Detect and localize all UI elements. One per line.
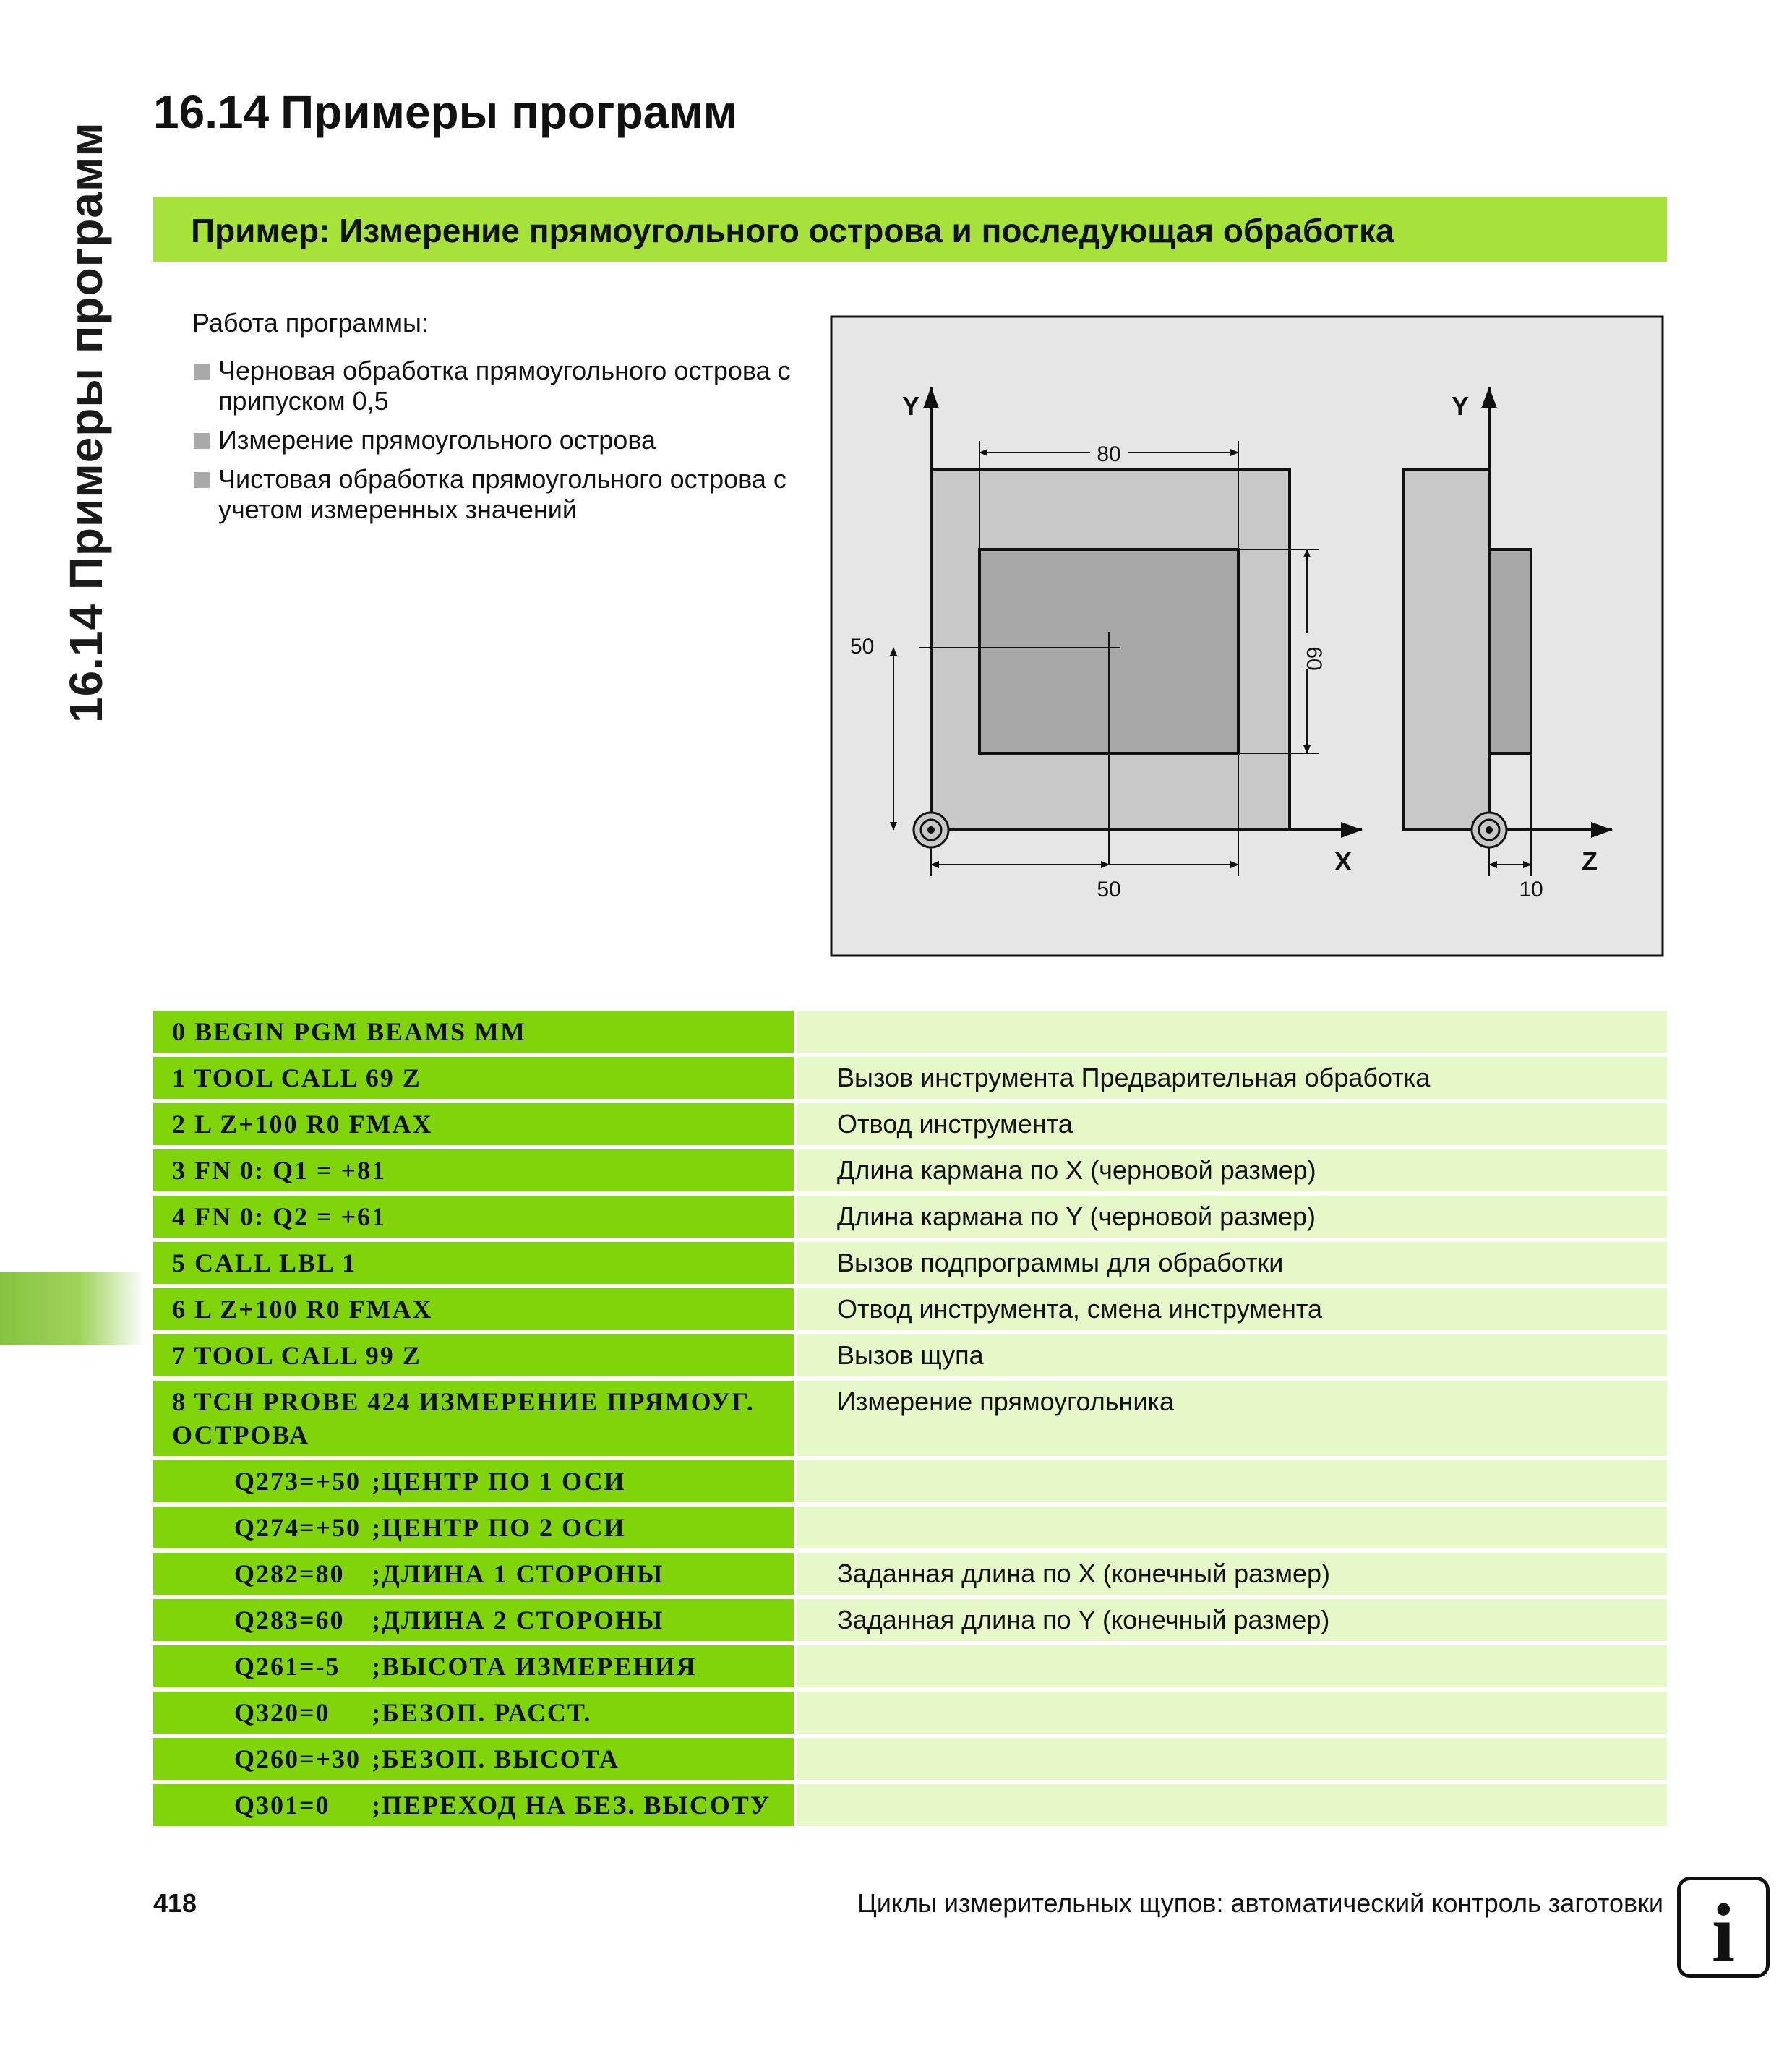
program-row bbox=[153, 1057, 1667, 1099]
param-row bbox=[153, 1645, 1667, 1687]
program-row bbox=[153, 1196, 1667, 1238]
origin-dot-front bbox=[927, 826, 935, 834]
param-code-cell bbox=[153, 1599, 794, 1641]
comment-cell bbox=[797, 1692, 1667, 1734]
example-banner bbox=[153, 197, 1667, 262]
param-value: Q283=60 bbox=[234, 1606, 345, 1634]
param-description: ;БЕЗОП. РАСCТ. bbox=[372, 1698, 592, 1727]
section-title: Примеры программ bbox=[280, 86, 737, 138]
comment-cell: Заданная длина по Y (конечный размер) bbox=[797, 1599, 1667, 1641]
workpiece-drawing bbox=[830, 315, 1664, 957]
bullet-text: Черновая обработка прямоугольного острова с припуском 0,5 bbox=[218, 356, 791, 416]
param-description: ;ДЛИНА 1 СТОРОНЫ bbox=[372, 1559, 664, 1588]
comment-cell bbox=[797, 1645, 1667, 1687]
param-code-cell bbox=[153, 1784, 794, 1826]
comment-cell bbox=[797, 1784, 1667, 1826]
param-row bbox=[153, 1507, 1667, 1548]
code-cell: 0 BEGIN PGM BEAMS MM bbox=[153, 1011, 794, 1053]
param-description: ;ЦЕНТР ПО 2 ОСИ bbox=[372, 1513, 626, 1542]
origin-dot-side bbox=[1486, 826, 1493, 834]
program-row bbox=[153, 1242, 1667, 1284]
comment-cell: Длина кармана по Y (черновой размер) bbox=[797, 1196, 1667, 1238]
bullet-square-icon bbox=[194, 472, 210, 488]
comment-cell bbox=[797, 1011, 1667, 1053]
program-row bbox=[153, 1103, 1667, 1145]
bullet-square-icon bbox=[194, 364, 210, 380]
code-cell: 2 L Z+100 R0 FMAX bbox=[153, 1103, 794, 1145]
page-title bbox=[153, 85, 737, 139]
param-value: Q260=+30 bbox=[234, 1744, 361, 1773]
island-side bbox=[1489, 549, 1531, 753]
param-code-cell bbox=[153, 1553, 794, 1595]
param-value: Q320=0 bbox=[234, 1698, 330, 1727]
param-row bbox=[153, 1460, 1667, 1502]
comment-cell bbox=[797, 1460, 1667, 1502]
bullet-item bbox=[192, 425, 807, 455]
program-row bbox=[153, 1334, 1667, 1376]
comment-cell: Отвод инструмента, смена инструмента bbox=[797, 1288, 1667, 1330]
param-row bbox=[153, 1738, 1667, 1780]
section-number: 16.14 bbox=[153, 86, 270, 138]
code-cell: 6 L Z+100 R0 FMAX bbox=[153, 1288, 794, 1330]
code-cell: 5 CALL LBL 1 bbox=[153, 1242, 794, 1284]
param-code-cell bbox=[153, 1645, 794, 1687]
param-row bbox=[153, 1599, 1667, 1641]
x-axis-label-front: X bbox=[1334, 847, 1352, 876]
intro-label: Работа программы: bbox=[192, 308, 429, 338]
comment-cell: Измерение прямоугольника bbox=[797, 1381, 1667, 1456]
param-description: ;ДЛИНА 2 СТОРОНЫ bbox=[372, 1606, 664, 1634]
code-cell: 4 FN 0: Q2 = +61 bbox=[153, 1196, 794, 1238]
param-row bbox=[153, 1692, 1667, 1734]
program-listing bbox=[153, 1011, 1667, 1830]
param-row bbox=[153, 1784, 1667, 1826]
param-value: Q301=0 bbox=[234, 1791, 330, 1820]
page-number: 418 bbox=[153, 1888, 197, 1918]
bullet-square-icon bbox=[194, 433, 210, 449]
comment-cell: Отвод инструмента bbox=[797, 1103, 1667, 1145]
param-description: ;ЦЕНТР ПО 1 ОСИ bbox=[372, 1467, 626, 1496]
program-row bbox=[153, 1288, 1667, 1330]
example-title: Пример: Измерение прямоугольного острова и последующая обработка bbox=[191, 212, 1394, 249]
chapter-tab-marker bbox=[0, 1272, 145, 1345]
program-row bbox=[153, 1149, 1667, 1191]
param-value: Q282=80 bbox=[234, 1559, 345, 1588]
param-code-cell bbox=[153, 1738, 794, 1780]
param-code-cell bbox=[153, 1460, 794, 1502]
comment-cell: Вызов подпрограммы для обработки bbox=[797, 1242, 1667, 1284]
workpiece-side bbox=[1404, 470, 1489, 830]
intro-bullet-list bbox=[192, 356, 807, 534]
comment-cell: Вызов инструмента Предварительная обработка bbox=[797, 1057, 1667, 1099]
comment-cell: Длина кармана по X (черновой размер) bbox=[797, 1149, 1667, 1191]
code-cell: 3 FN 0: Q1 = +81 bbox=[153, 1149, 794, 1191]
comment-cell: Вызов щупа bbox=[797, 1334, 1667, 1376]
dim-width-label: 80 bbox=[1097, 442, 1121, 466]
dim-center-y-label: 50 bbox=[850, 635, 875, 659]
program-row bbox=[153, 1381, 1667, 1456]
param-description: ;ВЫСОТА ИЗМЕРЕНИЯ bbox=[372, 1652, 697, 1681]
bullet-text: Чистовая обработка прямоугольного острова с учетом измеренных значений bbox=[218, 464, 786, 524]
z-axis-label-side: Z bbox=[1582, 847, 1598, 876]
bullet-text: Измерение прямоугольного острова bbox=[218, 425, 656, 455]
param-value: Q274=+50 bbox=[234, 1513, 361, 1542]
param-value: Q261=-5 bbox=[234, 1652, 340, 1681]
info-icon[interactable] bbox=[1677, 1877, 1770, 1978]
side-chapter-title: 16.14 Примеры программ bbox=[60, 121, 112, 723]
comment-cell: Заданная длина по X (конечный размер) bbox=[797, 1553, 1667, 1595]
param-row bbox=[153, 1553, 1667, 1595]
bullet-item bbox=[192, 356, 807, 416]
comment-cell bbox=[797, 1507, 1667, 1548]
info-icon-glyph: i bbox=[1711, 1888, 1736, 1978]
dim-depth-label: 10 bbox=[1519, 878, 1543, 901]
code-cell: 1 TOOL CALL 69 Z bbox=[153, 1057, 794, 1099]
footer-chapter-title: Циклы измерительных щупов: автоматический контроль заготовки bbox=[857, 1888, 1663, 1918]
code-cell: 7 TOOL CALL 99 Z bbox=[153, 1334, 794, 1376]
param-code-cell bbox=[153, 1507, 794, 1548]
dim-center-x-label: 50 bbox=[1097, 878, 1121, 901]
comment-cell bbox=[797, 1738, 1667, 1780]
param-description: ;БЕЗОП. ВЫСОТА bbox=[372, 1744, 620, 1773]
code-cell: 8 TCH PROBE 424 ИЗМЕРЕНИЕ ПРЯМОУГ. ОСТРОВА bbox=[153, 1381, 794, 1456]
y-axis-label-front: Y bbox=[902, 391, 920, 421]
param-description: ;ПЕРЕХОД НА БЕЗ. ВЫСОТУ bbox=[372, 1791, 771, 1820]
y-axis-label-side: Y bbox=[1452, 391, 1470, 421]
param-code-cell bbox=[153, 1692, 794, 1734]
dim-height-label: 60 bbox=[1302, 646, 1326, 671]
bullet-item bbox=[192, 464, 807, 525]
param-value: Q273=+50 bbox=[234, 1467, 361, 1496]
program-row bbox=[153, 1011, 1667, 1053]
